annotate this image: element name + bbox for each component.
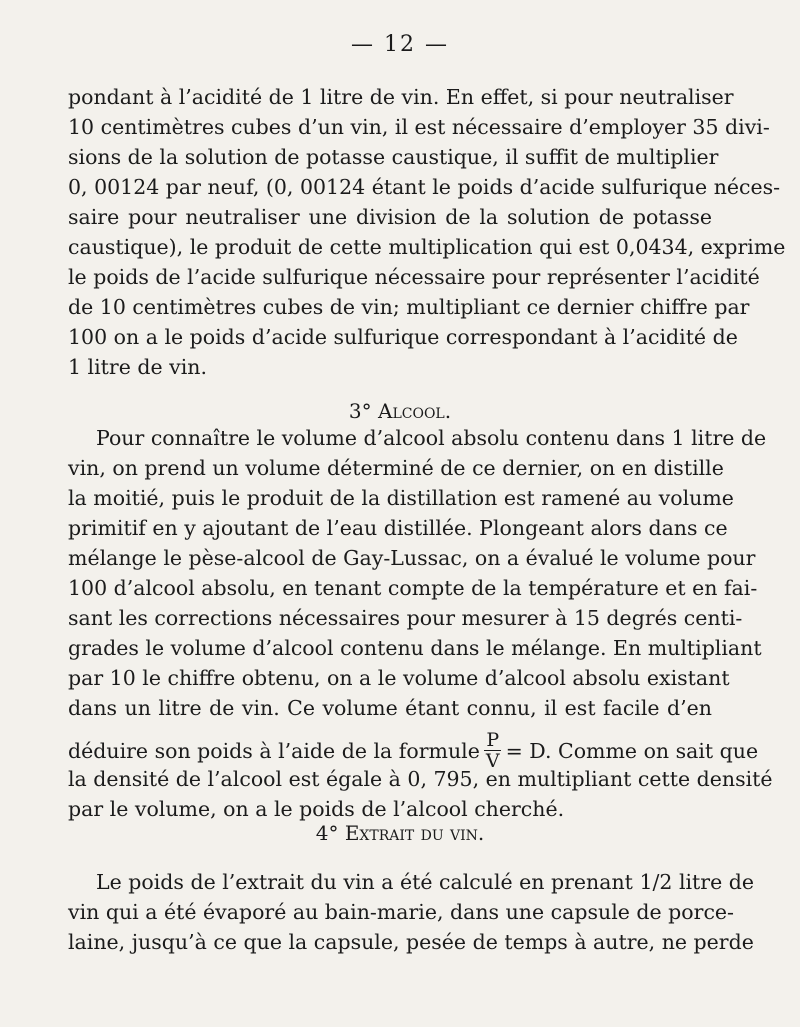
text-line: 1 litre de vin. <box>68 355 207 379</box>
section-number: 3° <box>348 399 372 423</box>
text-line: pondant à l’acidité de 1 litre de vin. En effet, si pour neutraliser <box>68 85 734 109</box>
text-line: 100 d’alcool absolu, en tenant compte de la température et en fai- <box>68 576 758 600</box>
section-number: 4° <box>315 821 339 845</box>
text-line: grades le volume d’alcool contenu dans le mélange. En multipliant <box>68 636 762 660</box>
text-line: par 10 le chiffre obtenu, on a le volume d’alcool absolu existant <box>68 666 730 690</box>
formula-denominator: V <box>485 750 500 772</box>
text-line: vin, on prend un volume déterminé de ce dernier, on en distille <box>68 456 724 480</box>
section-heading-alcool <box>0 396 800 426</box>
section-title: Extrait du vin. <box>344 821 485 845</box>
text-line: laine, jusqu’à ce que la capsule, pesée de temps à autre, ne perde <box>68 930 754 954</box>
page-number: — 12 — <box>351 32 449 57</box>
text-line: de 10 centimètres cubes de vin; multipliant ce dernier chiffre par <box>68 295 750 319</box>
text-line: sant les corrections nécessaires pour mesurer à 15 degrés centi- <box>68 606 743 630</box>
text-line: caustique), le produit de cette multiplication qui est 0,0434, exprime <box>68 235 786 259</box>
text-line: 0, 00124 par neuf, (0, 00124 étant le poids d’acide sulfurique néces- <box>68 175 781 199</box>
text-line: primitif en y ajoutant de l’eau distillée. Plongeant alors dans ce <box>68 516 728 540</box>
text-line: sions de la solution de potasse caustique, il suffit de multiplier <box>68 145 719 169</box>
text-line: dans un litre de vin. Ce volume étant connu, il est facile d’en <box>68 696 712 720</box>
section-title: Alcool. <box>378 399 452 423</box>
text-line: par le volume, on a le poids de l’alcool cherché. <box>68 797 565 821</box>
text-line: Pour connaître le volume d’alcool absolu contenu dans 1 litre de <box>96 426 767 450</box>
text-line: 100 on a le poids d’acide sulfurique correspondant à l’acidité de <box>68 325 738 349</box>
formula-numerator: P <box>486 729 500 751</box>
text-line: la moitié, puis le produit de la distillation est ramené au volume <box>68 486 734 510</box>
section-heading-extrait <box>0 818 800 848</box>
formula-trail-text: = D. Comme on sait que <box>505 738 759 763</box>
text-line: 10 centimètres cubes d’un vin, il est nécessaire d’employer 35 divi- <box>68 115 770 139</box>
text-line: le poids de l’acide sulfurique nécessaire pour représenter l’acidité <box>68 265 760 289</box>
formula-lead-text: déduire son poids à l’aide de la formule <box>68 738 480 763</box>
text-line: mélange le pèse-alcool de Gay-Lussac, on a évalué le volume pour <box>68 546 756 570</box>
text-line: vin qui a été évaporé au bain-marie, dans une capsule de porce- <box>68 900 734 924</box>
text-line: Le poids de l’extrait du vin a été calculé en prenant 1/2 litre de <box>96 870 755 894</box>
text-line: saire pour neutraliser une division de la solution de potasse <box>68 205 712 229</box>
text-line: la densité de l’alcool est égale à 0, 795, en multipliant cette densité <box>68 767 773 791</box>
